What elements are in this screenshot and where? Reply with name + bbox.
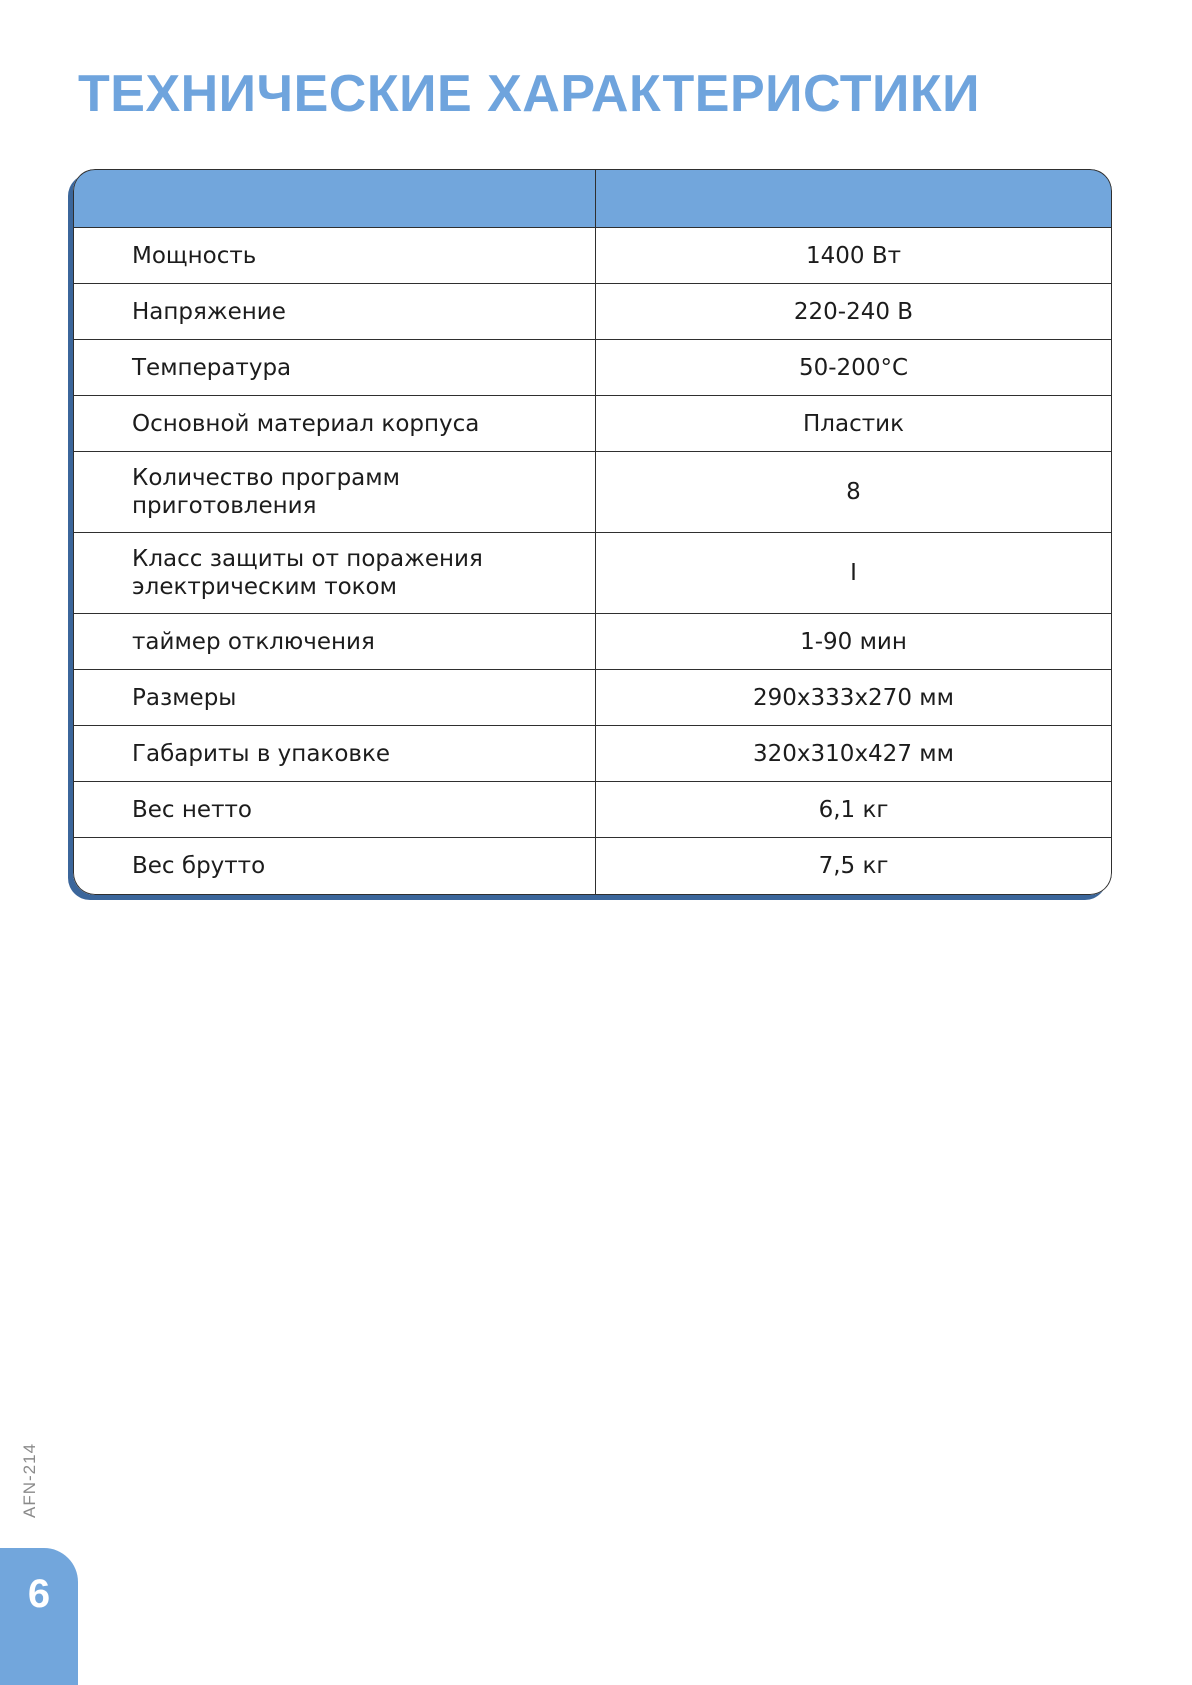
row-value: 1400 Вт (805, 242, 902, 269)
table-row (74, 725, 1111, 781)
row-value: Пластик (803, 410, 904, 437)
table-row (74, 781, 1111, 837)
page-title: ТЕХНИЧЕСКИЕ ХАРАКТЕРИСТИКИ (78, 65, 981, 123)
row-value: 6,1 кг (818, 796, 889, 823)
row-label: Размеры (74, 670, 596, 725)
model-code: AFN-214 (20, 1442, 39, 1518)
table-row (74, 283, 1111, 339)
row-label: Температура (74, 340, 596, 395)
table-body (73, 227, 1112, 895)
table-row (74, 613, 1111, 669)
row-label: Количество программ приготовления (74, 452, 596, 532)
table-row (74, 395, 1111, 451)
header-cell-parameter (74, 170, 596, 227)
row-value: 8 (846, 479, 861, 505)
page-number: 6 (27, 1572, 51, 1616)
row-label: Вес брутто (74, 838, 596, 894)
table-row (74, 339, 1111, 395)
row-value: 7,5 кг (818, 853, 889, 879)
row-value: 290х333х270 мм (753, 684, 954, 711)
row-label: Вес нетто (74, 782, 596, 837)
row-label: Основной материал корпуса (74, 396, 596, 451)
spec-table (73, 169, 1112, 895)
row-value: I (850, 560, 857, 586)
table-row (74, 532, 1111, 613)
header-cell-value (596, 170, 1111, 227)
row-label: Класс защиты от поражения электрическим током (74, 533, 596, 613)
row-label: Габариты в упаковке (74, 726, 596, 781)
row-label: Напряжение (74, 284, 596, 339)
row-value: 320х310х427 мм (753, 740, 954, 767)
row-value: 220-240 В (793, 298, 914, 325)
table-row (74, 669, 1111, 725)
row-label: таймер отключения (74, 614, 596, 669)
row-value: 50-200°C (798, 354, 909, 381)
table-header (73, 169, 1112, 227)
row-label: Мощность (74, 228, 596, 283)
row-value: 1-90 мин (800, 628, 907, 655)
table-row (74, 837, 1111, 894)
table-row (74, 451, 1111, 532)
table-row (74, 227, 1111, 283)
